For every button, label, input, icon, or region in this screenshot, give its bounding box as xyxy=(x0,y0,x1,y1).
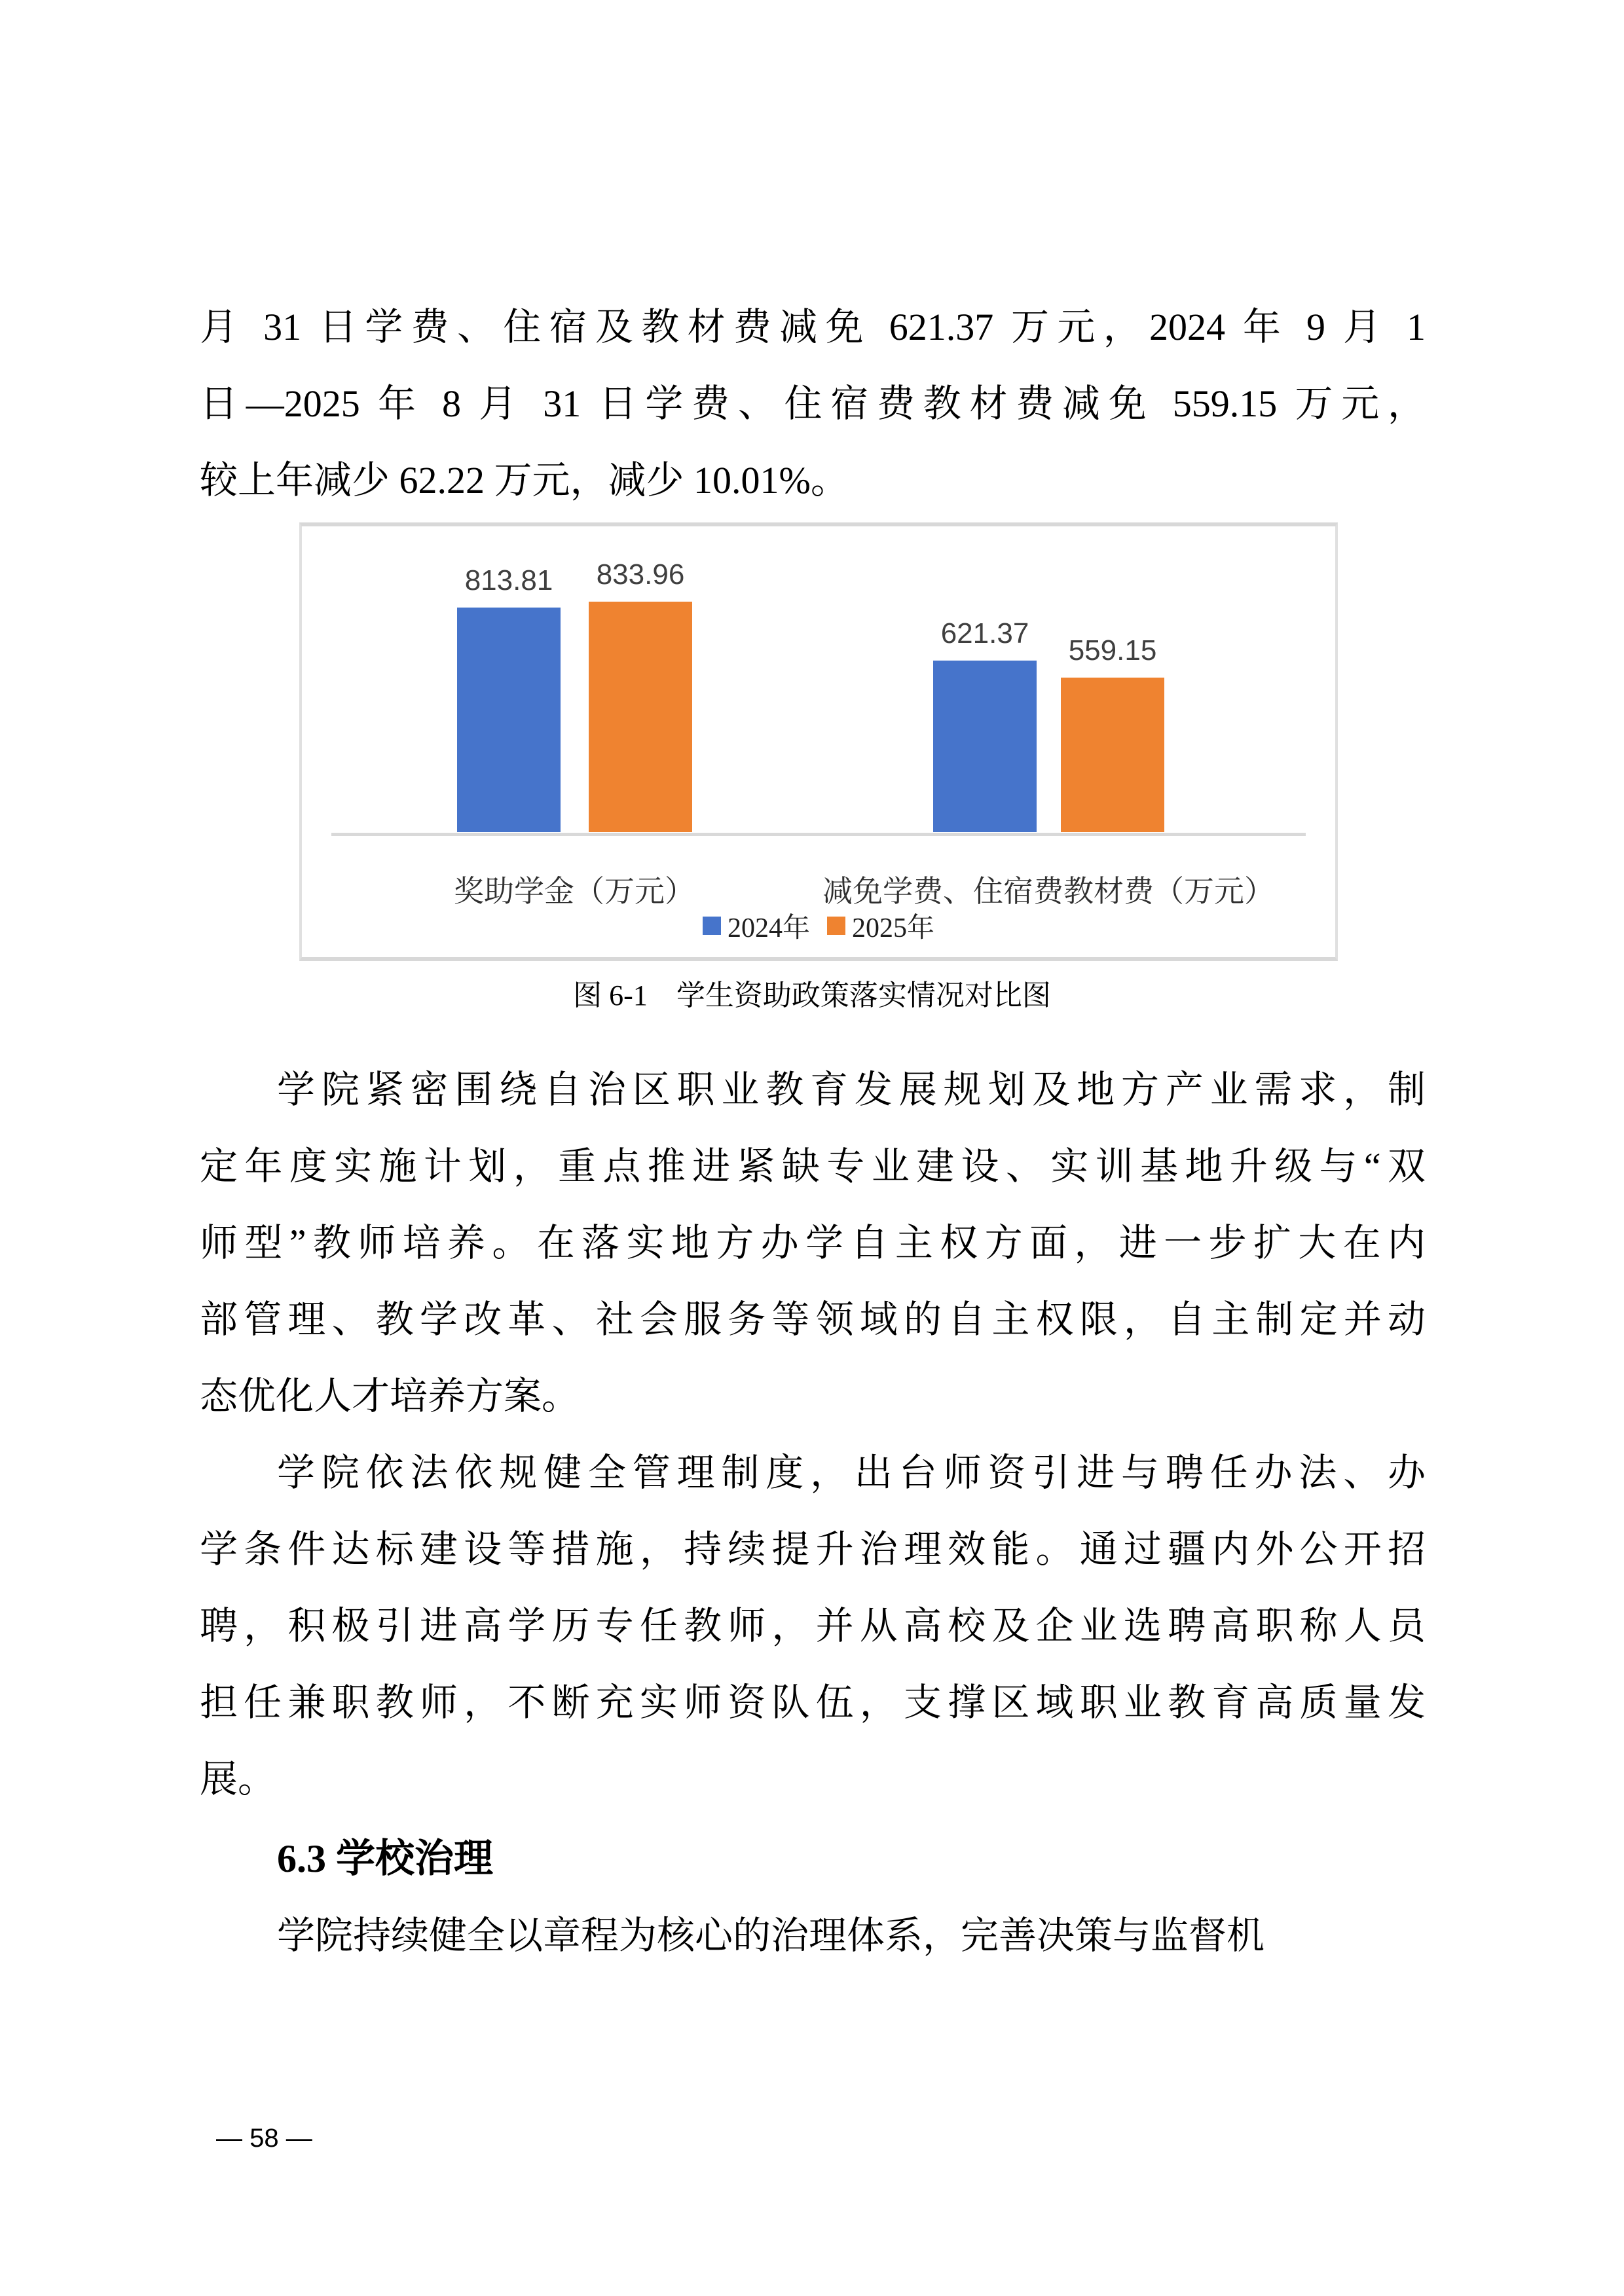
legend-swatch-2024 xyxy=(703,917,721,935)
category-label-scholarship: 奖助学金（万元） xyxy=(454,875,695,908)
chart-legend xyxy=(302,906,1335,945)
bar-2024-scholarship xyxy=(457,564,561,832)
legend-swatch-2025 xyxy=(827,917,845,935)
text-line: 学院依法依规健全管理制度，出台师资引进与聘任办法、办 xyxy=(277,1451,1426,1494)
legend-label: 2025年 xyxy=(852,913,935,943)
text-line: 聘，积极引进高学历专任教师，并从高校及企业选聘高职称人员 xyxy=(200,1605,1426,1647)
text-line: 较上年减少 62.22 万元，减少 10.01%。 xyxy=(200,459,849,501)
text-line: 态优化人才培养方案。 xyxy=(200,1375,580,1417)
paragraph-governance-measures xyxy=(200,1434,1426,1817)
paragraph-charter-governance xyxy=(200,1897,1426,1974)
bar-2024-fee-waiver xyxy=(933,617,1037,832)
text-line: 师型”教师培养。在落实地方办学自主权方面，进一步扩大在内 xyxy=(200,1222,1426,1264)
bar-value-label: 833.96 xyxy=(596,558,685,591)
section-heading-6-3: 6.3 学校治理 xyxy=(277,1837,493,1880)
bar-2025-fee-waiver xyxy=(1061,634,1164,832)
bar-2025-scholarship xyxy=(589,558,692,832)
page-number: — 58 — xyxy=(216,2124,312,2153)
legend-item-2025 xyxy=(827,906,934,945)
legend-item-2024 xyxy=(703,906,810,945)
text-line: 定年度实施计划，重点推进紧缺专业建设、实训基地升级与“双 xyxy=(200,1145,1426,1188)
bar-chart-student-aid xyxy=(299,522,1338,961)
text-line: 部管理、教学改革、社会服务等领域的自主权限，自主制定并动 xyxy=(200,1298,1426,1341)
text-line: 学院持续健全以章程为核心的治理体系，完善决策与监督机 xyxy=(277,1914,1265,1957)
bar-value-label: 621.37 xyxy=(940,617,1029,649)
legend-label: 2024年 xyxy=(727,913,810,943)
text-line: 担任兼职教师，不断充实师资队伍，支撑区域职业教育高质量发 xyxy=(200,1681,1426,1724)
text-line: 学院紧密围绕自治区职业教育发展规划及地方产业需求，制 xyxy=(277,1068,1426,1111)
bar-value-label: 813.81 xyxy=(464,564,553,596)
text-line: 展。 xyxy=(200,1758,276,1800)
x-axis-line xyxy=(331,833,1306,836)
text-line: 日—2025 年 8 月 31 日学费、住宿费教材费减免 559.15 万元， xyxy=(200,382,1426,425)
text-line: 学条件达标建设等措施，持续提升治理效能。通过疆内外公开招 xyxy=(200,1528,1426,1571)
text-line: 月 31 日学费、住宿及教材费减免 621.37 万元，2024 年 9 月 1 xyxy=(200,306,1426,348)
figure-caption: 图 6-1 学生资助政策落实情况对比图 xyxy=(573,979,1051,1011)
paragraph-tuition-reduction xyxy=(200,289,1426,519)
category-label-fee-waiver: 减免学费、住宿费教材费（万元） xyxy=(822,875,1274,908)
bar-value-label: 559.15 xyxy=(1068,634,1157,666)
paragraph-planning xyxy=(200,1051,1426,1434)
